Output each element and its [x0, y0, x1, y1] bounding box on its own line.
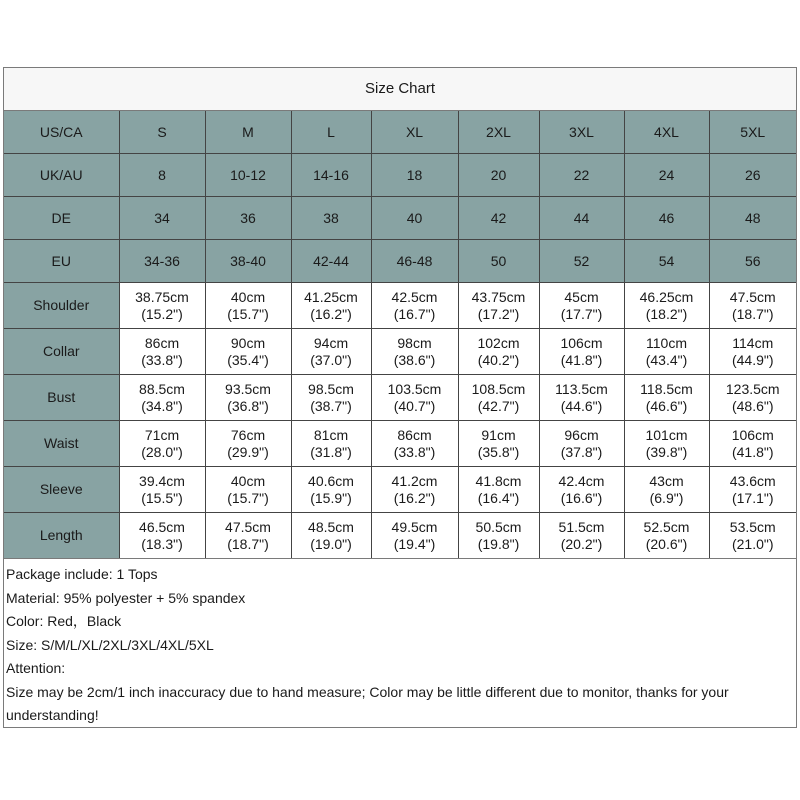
size-row	[4, 111, 796, 154]
cm-value: 43.75cm	[471, 288, 526, 305]
cm-value: 86cm	[144, 334, 180, 351]
inch-value: (18.7")	[731, 305, 774, 322]
size-cell: 40	[371, 197, 458, 240]
inch-value: (39.8")	[645, 443, 688, 460]
size-row	[4, 240, 796, 283]
inch-value: (41.8")	[560, 351, 603, 368]
measurement-cell	[539, 375, 624, 421]
size-cell: 42	[458, 197, 539, 240]
measurement-cell	[205, 467, 291, 513]
size-cell: 8	[119, 154, 205, 197]
cm-value: 96cm	[564, 426, 599, 443]
inch-value: (44.9")	[731, 351, 774, 368]
measurement-cell	[709, 283, 796, 329]
size-cell: 22	[539, 154, 624, 197]
measurement-cell	[624, 375, 709, 421]
cm-value: 47.5cm	[729, 288, 776, 305]
cm-value: 106cm	[731, 426, 774, 443]
size-table	[4, 111, 796, 559]
chart-title: Size Chart	[4, 68, 796, 111]
measurement-cell	[539, 283, 624, 329]
measurement-cell	[458, 375, 539, 421]
inch-value: (34.8")	[141, 397, 183, 414]
cm-value: 40cm	[230, 288, 266, 305]
measurement-label: Bust	[4, 375, 119, 421]
size-chart	[3, 67, 797, 728]
measurement-cell	[291, 283, 371, 329]
measurement-cell	[539, 467, 624, 513]
measurement-cell	[709, 467, 796, 513]
measurement-cell	[371, 283, 458, 329]
measurement-row	[4, 467, 796, 513]
note-line: Color: Red，Black	[6, 613, 122, 629]
note-line: understanding!	[6, 707, 99, 723]
inch-value: (38.6")	[393, 351, 436, 368]
inch-value: (6.9")	[649, 489, 684, 506]
measurement-cell	[624, 283, 709, 329]
cm-value: 40.6cm	[308, 472, 354, 489]
inch-value: (38.7")	[310, 397, 352, 414]
inch-value: (18.2")	[645, 305, 688, 322]
size-cell: L	[291, 111, 371, 154]
measurement-cell	[291, 329, 371, 375]
cm-value: 114cm	[732, 334, 774, 351]
cm-value: 41.8cm	[475, 472, 522, 489]
measurement-label: Length	[4, 513, 119, 559]
measurement-cell	[205, 283, 291, 329]
cm-value: 94cm	[313, 334, 349, 351]
measurement-cell	[458, 283, 539, 329]
measurement-label: Sleeve	[4, 467, 119, 513]
inch-value: (29.9")	[227, 443, 269, 460]
measurement-cell	[458, 421, 539, 467]
measurement-row	[4, 421, 796, 467]
measurement-cell	[119, 375, 205, 421]
cm-value: 48.5cm	[308, 518, 354, 535]
measurement-cell	[291, 513, 371, 559]
size-cell: 52	[539, 240, 624, 283]
cm-value: 47.5cm	[225, 518, 271, 535]
note-line: Size: S/M/L/XL/2XL/3XL/4XL/5XL	[6, 636, 214, 653]
inch-value: (15.7")	[227, 489, 269, 506]
cm-value: 86cm	[397, 426, 432, 443]
size-cell: 2XL	[458, 111, 539, 154]
size-cell: 42-44	[291, 240, 371, 283]
cm-value: 41.25cm	[304, 288, 358, 305]
cm-value: 76cm	[230, 426, 266, 443]
inch-value: (43.4")	[645, 351, 688, 368]
inch-value: (16.2")	[310, 305, 352, 322]
size-cell: 34-36	[119, 240, 205, 283]
cm-value: 98cm	[397, 334, 432, 351]
note-line: Package include: 1 Tops	[6, 566, 158, 582]
measurement-cell	[205, 329, 291, 375]
inch-value: (31.8")	[310, 443, 352, 460]
measurement-row	[4, 375, 796, 421]
cm-value: 71cm	[144, 426, 180, 443]
inch-value: (44.6")	[560, 397, 603, 414]
cm-value: 40cm	[230, 472, 266, 489]
inch-value: (19.4")	[393, 535, 436, 552]
cm-value: 101cm	[645, 426, 688, 443]
size-cell: 54	[624, 240, 709, 283]
measurement-cell	[205, 513, 291, 559]
cm-value: 41.2cm	[391, 472, 438, 489]
size-cell: 4XL	[624, 111, 709, 154]
cm-value: 50.5cm	[475, 518, 522, 535]
inch-value: (16.6")	[560, 489, 603, 506]
inch-value: (42.7")	[477, 397, 520, 414]
inch-value: (46.6")	[645, 397, 688, 414]
cm-value: 52.5cm	[643, 518, 690, 535]
size-cell: 3XL	[539, 111, 624, 154]
measurement-label: Waist	[4, 421, 119, 467]
cm-value: 108.5cm	[471, 380, 526, 397]
cm-value: 43.6cm	[729, 472, 776, 489]
measurement-cell	[624, 513, 709, 559]
measurement-cell	[119, 513, 205, 559]
cm-value: 93.5cm	[225, 380, 271, 397]
cm-value: 90cm	[230, 334, 266, 351]
measurement-cell	[371, 375, 458, 421]
cm-value: 45cm	[564, 288, 599, 305]
size-cell: 50	[458, 240, 539, 283]
size-cell: 56	[709, 240, 796, 283]
cm-value: 113.5cm	[555, 380, 608, 397]
measurement-cell	[291, 421, 371, 467]
measurement-cell	[205, 421, 291, 467]
measurement-cell	[119, 329, 205, 375]
size-cell: 44	[539, 197, 624, 240]
cm-value: 46.5cm	[139, 518, 185, 535]
measurement-cell	[371, 329, 458, 375]
inch-value: (40.7")	[393, 397, 436, 414]
measurement-row	[4, 329, 796, 375]
size-cell: S	[119, 111, 205, 154]
size-row	[4, 154, 796, 197]
inch-value: (15.2")	[141, 305, 183, 322]
cm-value: 38.75cm	[135, 288, 189, 305]
measurement-cell	[119, 283, 205, 329]
inch-value: (48.6")	[731, 397, 774, 414]
inch-value: (19.0")	[310, 535, 352, 552]
cm-value: 88.5cm	[139, 380, 185, 397]
measurement-cell	[119, 467, 205, 513]
size-cell: 18	[371, 154, 458, 197]
inch-value: (17.2")	[477, 305, 520, 322]
size-cell: 10-12	[205, 154, 291, 197]
size-cell: 5XL	[709, 111, 796, 154]
inch-value: (41.8")	[731, 443, 774, 460]
cm-value: 91cm	[481, 426, 516, 443]
measurement-cell	[291, 467, 371, 513]
measurement-label: Shoulder	[4, 283, 119, 329]
size-cell: 48	[709, 197, 796, 240]
inch-value: (17.7")	[560, 305, 603, 322]
measurement-cell	[624, 421, 709, 467]
inch-value: (28.0")	[141, 443, 183, 460]
cm-value: 39.4cm	[139, 472, 185, 489]
cm-value: 51.5cm	[558, 518, 605, 535]
inch-value: (33.8")	[393, 443, 436, 460]
cm-value: 42.4cm	[558, 472, 605, 489]
measurement-cell	[624, 329, 709, 375]
measurement-cell	[205, 375, 291, 421]
size-cell: M	[205, 111, 291, 154]
cm-value: 106cm	[560, 334, 603, 351]
inch-value: (16.7")	[393, 305, 436, 322]
inch-value: (35.4")	[227, 351, 269, 368]
row-label: DE	[4, 197, 119, 240]
inch-value: (37.8")	[560, 443, 603, 460]
inch-value: (40.2")	[477, 351, 520, 368]
inch-value: (16.4")	[477, 489, 520, 506]
measurement-cell	[539, 329, 624, 375]
measurement-cell	[624, 467, 709, 513]
note-line: Material: 95% polyester + 5% spandex	[6, 589, 246, 606]
measurement-label: Collar	[4, 329, 119, 375]
cm-value: 53.5cm	[729, 518, 776, 535]
cm-value: 43cm	[649, 472, 684, 489]
cm-value: 42.5cm	[391, 288, 438, 305]
inch-value: (21.0")	[731, 535, 774, 552]
measurement-cell	[119, 421, 205, 467]
measurement-cell	[458, 329, 539, 375]
inch-value: (19.8")	[477, 535, 520, 552]
row-label: UK/AU	[4, 154, 119, 197]
size-cell: 38	[291, 197, 371, 240]
cm-value: 98.5cm	[308, 380, 354, 397]
size-cell: 46	[624, 197, 709, 240]
cm-value: 123.5cm	[725, 380, 780, 397]
size-cell: 26	[709, 154, 796, 197]
measurement-cell	[371, 513, 458, 559]
cm-value: 46.25cm	[639, 288, 694, 305]
measurement-cell	[709, 513, 796, 559]
measurement-cell	[458, 467, 539, 513]
inch-value: (18.7")	[227, 535, 269, 552]
size-row	[4, 197, 796, 240]
inch-value: (20.6")	[645, 535, 688, 552]
measurement-cell	[371, 421, 458, 467]
measurement-row	[4, 283, 796, 329]
cm-value: 81cm	[313, 426, 349, 443]
inch-value: (15.9")	[310, 489, 352, 506]
measurement-cell	[371, 467, 458, 513]
measurement-cell	[539, 421, 624, 467]
inch-value: (20.2")	[560, 535, 603, 552]
inch-value: (15.5")	[141, 489, 183, 506]
size-cell: 20	[458, 154, 539, 197]
measurement-cell	[709, 421, 796, 467]
cm-value: 102cm	[477, 334, 520, 351]
measurement-row	[4, 513, 796, 559]
measurement-cell	[709, 329, 796, 375]
size-cell: 34	[119, 197, 205, 240]
note-line: Attention:	[6, 660, 66, 676]
product-notes	[4, 559, 796, 728]
cm-value: 118.5cm	[640, 380, 693, 397]
cm-value: 110cm	[646, 334, 687, 351]
measurement-cell	[458, 513, 539, 559]
inch-value: (17.1")	[731, 489, 774, 506]
inch-value: (33.8")	[141, 351, 183, 368]
inch-value: (35.8")	[477, 443, 520, 460]
inch-value: (36.8")	[227, 397, 269, 414]
measurement-cell	[709, 375, 796, 421]
size-cell: 14-16	[291, 154, 371, 197]
inch-value: (15.7")	[227, 305, 269, 322]
size-cell: 36	[205, 197, 291, 240]
inch-value: (37.0")	[310, 351, 352, 368]
cm-value: 103.5cm	[387, 380, 442, 397]
size-cell: 38-40	[205, 240, 291, 283]
note-line: Size may be 2cm/1 inch inaccuracy due to hand measure; Color may be little different due to monitor, thanks for your	[6, 683, 729, 700]
row-label: EU	[4, 240, 119, 283]
size-cell: XL	[371, 111, 458, 154]
row-label: US/CA	[4, 111, 119, 154]
measurement-cell	[291, 375, 371, 421]
size-cell: 46-48	[371, 240, 458, 283]
inch-value: (18.3")	[141, 535, 183, 552]
cm-value: 49.5cm	[391, 518, 438, 535]
inch-value: (16.2")	[393, 489, 436, 506]
measurement-cell	[539, 513, 624, 559]
size-cell: 24	[624, 154, 709, 197]
